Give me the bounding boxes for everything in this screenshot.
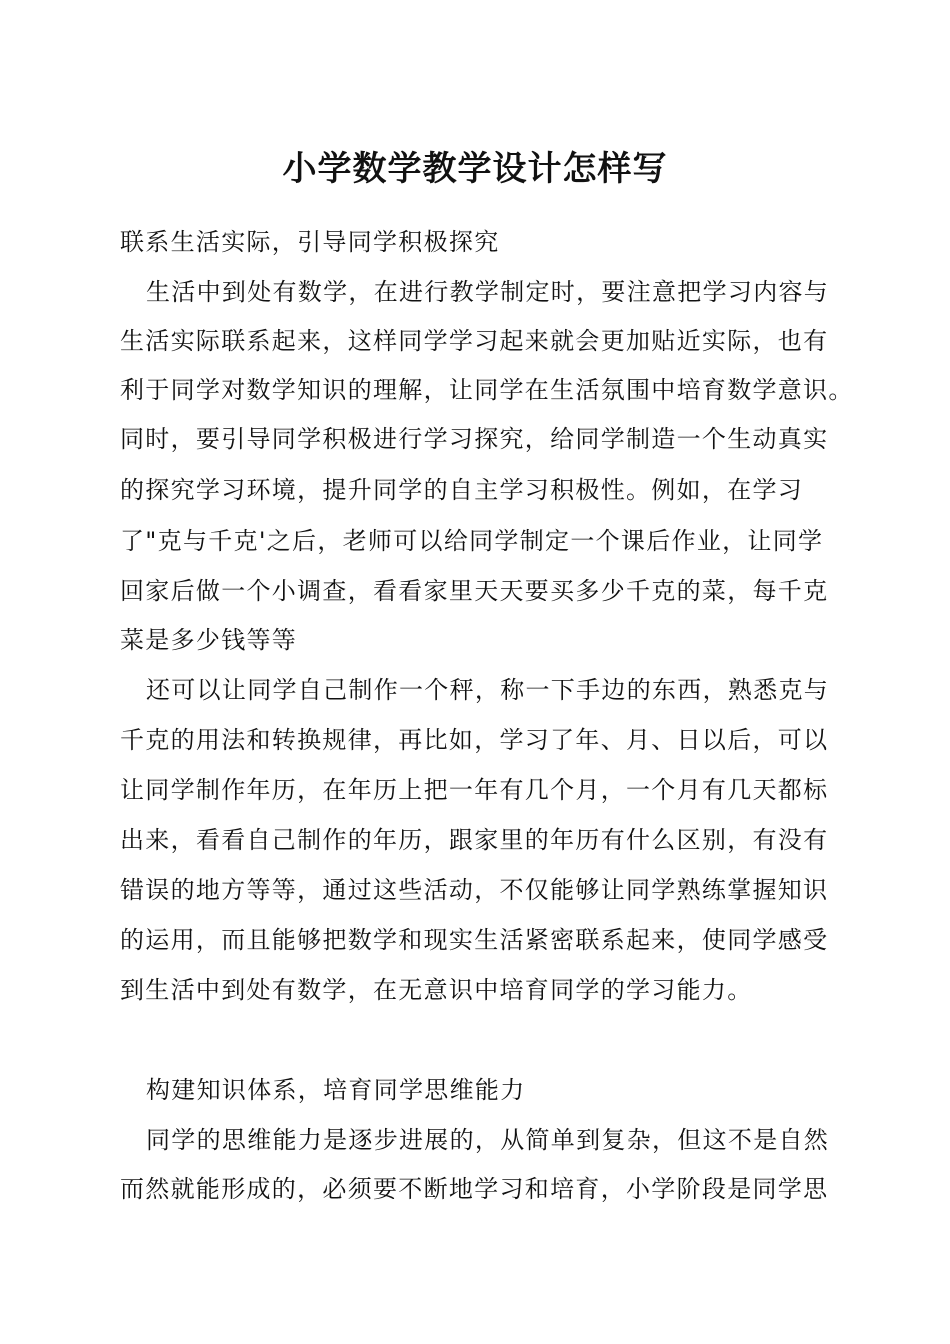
paragraph-line: 了"克与千克'之后，老师可以给同学制定一个课后作业，让同学 bbox=[120, 527, 824, 555]
paragraph-line: 到生活中到处有数学，在无意识中培育同学的学习能力。 bbox=[120, 976, 753, 1004]
paragraph-line: 同学的思维能力是逐步进展的，从简单到复杂，但这不是自然 bbox=[146, 1126, 830, 1154]
section-heading-1: 联系生活实际，引导同学积极探究 bbox=[120, 228, 500, 256]
paragraph-line: 回家后做一个小调查，看看家里天天要买多少千克的菜，每千克 bbox=[120, 577, 829, 605]
paragraph-line: 出来，看看自己制作的年历，跟家里的年历有什么区别，有没有 bbox=[120, 826, 829, 854]
paragraph-line: 生活实际联系起来，这样同学学习起来就会更加贴近实际，也有 bbox=[120, 327, 829, 355]
paragraph-line: 生活中到处有数学，在进行教学制定时，要注意把学习内容与 bbox=[146, 278, 830, 306]
paragraph-line: 让同学制作年历，在年历上把一年有几个月，一个月有几天都标 bbox=[120, 776, 829, 804]
paragraph-line: 错误的地方等等，通过这些活动，不仅能够让同学熟练掌握知识 bbox=[120, 876, 829, 904]
paragraph-line: 利于同学对数学知识的理解，让同学在生活氛围中培育数学意识。 bbox=[120, 376, 854, 404]
section-heading-2: 构建知识体系，培育同学思维能力 bbox=[146, 1076, 526, 1104]
paragraph-line: 而然就能形成的，必须要不断地学习和培育，小学阶段是同学思 bbox=[120, 1175, 829, 1203]
paragraph-line: 还可以让同学自己制作一个秤，称一下手边的东西，熟悉克与 bbox=[146, 676, 830, 704]
paragraph-line: 千克的用法和转换规律，再比如，学习了年、月、日以后，可以 bbox=[120, 726, 829, 754]
paragraph-line: 的运用，而且能够把数学和现实生活紧密联系起来，使同学感受 bbox=[120, 926, 829, 954]
paragraph-line: 的探究学习环境，提升同学的自主学习积极性。例如，在学习 bbox=[120, 476, 804, 504]
paragraph-line: 同时，要引导同学积极进行学习探究，给同学制造一个生动真实 bbox=[120, 425, 829, 453]
document-title: 小学数学教学设计怎样写 bbox=[282, 149, 668, 189]
paragraph-line: 菜是多少钱等等 bbox=[120, 626, 298, 654]
